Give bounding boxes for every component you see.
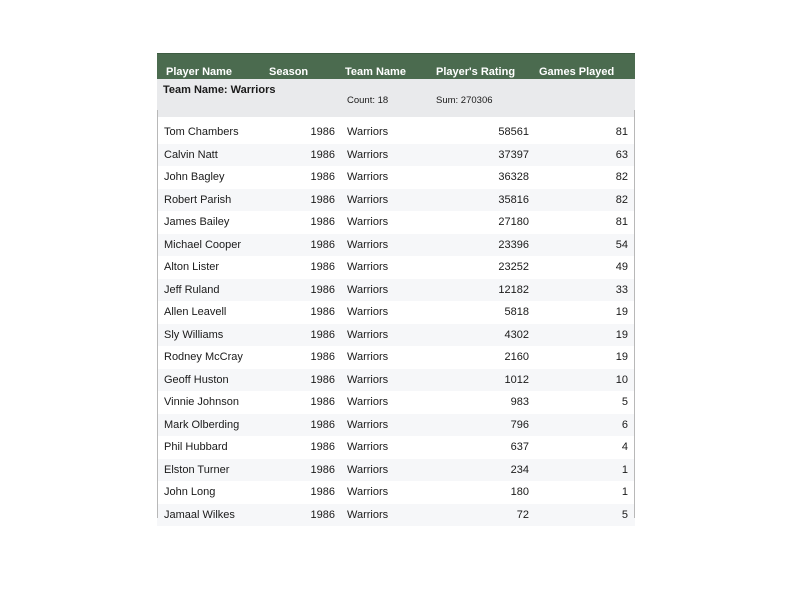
- cell-players-rating: 2160: [436, 346, 539, 369]
- column-header-team-name[interactable]: Team Name: [345, 54, 436, 80]
- cell-games-played: 49: [539, 256, 635, 279]
- cell-season: 1986: [269, 166, 345, 189]
- cell-players-rating: 234: [436, 459, 539, 482]
- table-row[interactable]: [157, 279, 635, 302]
- cell-players-rating: 796: [436, 414, 539, 437]
- cell-games-played: 54: [539, 234, 635, 257]
- cell-season: 1986: [269, 279, 345, 302]
- cell-player-name: Allen Leavell: [157, 301, 269, 324]
- cell-players-rating: 37397: [436, 144, 539, 167]
- group-header-row: [157, 79, 635, 109]
- cell-team-name: Warriors: [345, 324, 436, 347]
- cell-player-name: Robert Parish: [157, 189, 269, 212]
- cell-team-name: Warriors: [345, 436, 436, 459]
- cell-team-name: Warriors: [345, 481, 436, 504]
- cell-players-rating: 35816: [436, 189, 539, 212]
- column-header-season[interactable]: Season: [269, 54, 345, 80]
- cell-player-name: Geoff Huston: [157, 369, 269, 392]
- cell-games-played: 63: [539, 144, 635, 167]
- cell-players-rating: 58561: [436, 121, 539, 144]
- cell-players-rating: 983: [436, 391, 539, 414]
- cell-team-name: Warriors: [345, 234, 436, 257]
- table-row[interactable]: [157, 414, 635, 437]
- column-header-player-name[interactable]: Player Name: [157, 54, 269, 80]
- cell-games-played: 1: [539, 459, 635, 482]
- cell-player-name: Jeff Ruland: [157, 279, 269, 302]
- cell-player-name: Calvin Natt: [157, 144, 269, 167]
- cell-season: 1986: [269, 414, 345, 437]
- group-empty-cell: [539, 79, 635, 109]
- cell-team-name: Warriors: [345, 301, 436, 324]
- cell-player-name: Alton Lister: [157, 256, 269, 279]
- cell-season: 1986: [269, 481, 345, 504]
- cell-player-name: Michael Cooper: [157, 234, 269, 257]
- table-row[interactable]: [157, 144, 635, 167]
- cell-season: 1986: [269, 121, 345, 144]
- cell-games-played: 10: [539, 369, 635, 392]
- table-row[interactable]: [157, 391, 635, 414]
- table-right-border: [634, 110, 635, 518]
- cell-season: 1986: [269, 324, 345, 347]
- cell-team-name: Warriors: [345, 256, 436, 279]
- table-row[interactable]: [157, 324, 635, 347]
- table-row[interactable]: [157, 166, 635, 189]
- cell-players-rating: 23396: [436, 234, 539, 257]
- cell-team-name: Warriors: [345, 414, 436, 437]
- cell-games-played: 33: [539, 279, 635, 302]
- table-row[interactable]: [157, 189, 635, 212]
- group-band-cell: [157, 109, 635, 117]
- table-row[interactable]: [157, 256, 635, 279]
- cell-team-name: Warriors: [345, 189, 436, 212]
- cell-player-name: Vinnie Johnson: [157, 391, 269, 414]
- cell-season: 1986: [269, 504, 345, 527]
- cell-players-rating: 36328: [436, 166, 539, 189]
- cell-player-name: John Bagley: [157, 166, 269, 189]
- cell-season: 1986: [269, 256, 345, 279]
- header-row: [157, 54, 635, 80]
- table-row[interactable]: [157, 346, 635, 369]
- cell-players-rating: 180: [436, 481, 539, 504]
- cell-team-name: Warriors: [345, 369, 436, 392]
- table-row[interactable]: [157, 436, 635, 459]
- cell-player-name: Tom Chambers: [157, 121, 269, 144]
- cell-games-played: 81: [539, 121, 635, 144]
- players-table: [157, 53, 635, 526]
- group-count-cell: [345, 79, 436, 109]
- cell-games-played: 81: [539, 211, 635, 234]
- cell-team-name: Warriors: [345, 459, 436, 482]
- cell-team-name: Warriors: [345, 121, 436, 144]
- cell-team-name: Warriors: [345, 391, 436, 414]
- cell-player-name: Mark Olberding: [157, 414, 269, 437]
- cell-games-played: 1: [539, 481, 635, 504]
- cell-season: 1986: [269, 211, 345, 234]
- table-row[interactable]: [157, 504, 635, 527]
- group-sum: Sum: 270306: [436, 95, 493, 106]
- table-row[interactable]: [157, 121, 635, 144]
- cell-season: 1986: [269, 369, 345, 392]
- cell-players-rating: 72: [436, 504, 539, 527]
- group-footer-band: [157, 109, 635, 117]
- cell-team-name: Warriors: [345, 166, 436, 189]
- table-row[interactable]: [157, 369, 635, 392]
- cell-team-name: Warriors: [345, 211, 436, 234]
- cell-player-name: Elston Turner: [157, 459, 269, 482]
- cell-players-rating: 4302: [436, 324, 539, 347]
- cell-games-played: 19: [539, 346, 635, 369]
- data-rows: [157, 121, 635, 526]
- table-row[interactable]: [157, 211, 635, 234]
- cell-players-rating: 27180: [436, 211, 539, 234]
- cell-games-played: 5: [539, 504, 635, 527]
- group-title: Team Name: Warriors: [163, 84, 276, 96]
- cell-games-played: 82: [539, 189, 635, 212]
- table-row[interactable]: [157, 234, 635, 257]
- cell-team-name: Warriors: [345, 504, 436, 527]
- column-header-games-played[interactable]: Games Played: [539, 54, 635, 80]
- table-left-border: [157, 110, 158, 518]
- group-count: Count: 18: [347, 95, 389, 106]
- cell-season: 1986: [269, 144, 345, 167]
- cell-season: 1986: [269, 346, 345, 369]
- cell-season: 1986: [269, 234, 345, 257]
- cell-player-name: Sly Williams: [157, 324, 269, 347]
- cell-players-rating: 23252: [436, 256, 539, 279]
- cell-player-name: Rodney McCray: [157, 346, 269, 369]
- cell-players-rating: 1012: [436, 369, 539, 392]
- cell-player-name: Jamaal Wilkes: [157, 504, 269, 527]
- report-table-container: [157, 53, 635, 526]
- cell-season: 1986: [269, 301, 345, 324]
- cell-games-played: 4: [539, 436, 635, 459]
- cell-season: 1986: [269, 459, 345, 482]
- cell-players-rating: 5818: [436, 301, 539, 324]
- cell-players-rating: 12182: [436, 279, 539, 302]
- group-sum-cell: [436, 79, 539, 109]
- cell-team-name: Warriors: [345, 144, 436, 167]
- cell-games-played: 6: [539, 414, 635, 437]
- cell-games-played: 5: [539, 391, 635, 414]
- table-row[interactable]: [157, 459, 635, 482]
- cell-player-name: James Bailey: [157, 211, 269, 234]
- table-row[interactable]: [157, 481, 635, 504]
- cell-season: 1986: [269, 189, 345, 212]
- cell-games-played: 19: [539, 324, 635, 347]
- cell-player-name: John Long: [157, 481, 269, 504]
- cell-season: 1986: [269, 391, 345, 414]
- cell-player-name: Phil Hubbard: [157, 436, 269, 459]
- cell-team-name: Warriors: [345, 279, 436, 302]
- group-title-cell: [157, 79, 345, 109]
- cell-season: 1986: [269, 436, 345, 459]
- table-row[interactable]: [157, 301, 635, 324]
- cell-players-rating: 637: [436, 436, 539, 459]
- cell-games-played: 82: [539, 166, 635, 189]
- column-header-players-rating[interactable]: Player's Rating: [436, 54, 539, 80]
- cell-games-played: 19: [539, 301, 635, 324]
- cell-team-name: Warriors: [345, 346, 436, 369]
